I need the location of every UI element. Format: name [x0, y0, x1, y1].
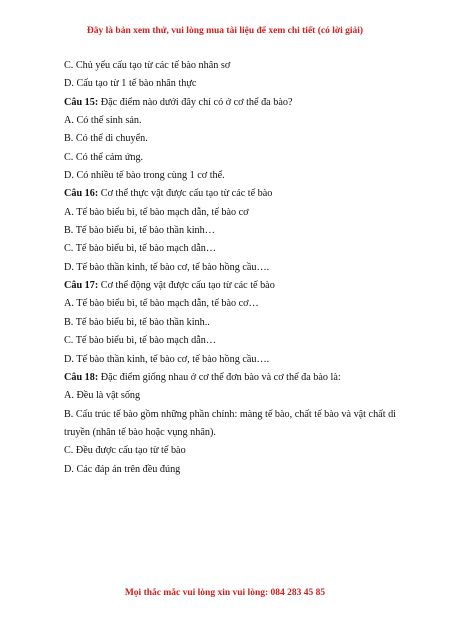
question-text: Đặc điểm giống nhau ở cơ thể đơn bào và cơ thể đa bào là: [98, 371, 341, 383]
option-d: D. Các đáp án trên đều đúng [64, 463, 181, 475]
question-label: Câu 18: [64, 371, 99, 383]
contact-footer: Mọi thắc mắc vui lòng xin vui lòng: 084 283 45 85 [124, 588, 326, 598]
option-b: B. Có thể di chuyển. [64, 133, 148, 145]
question-text: Cơ thể động vật được cấu tạo từ các tế bào [98, 280, 275, 292]
question-label: Câu 17: [64, 280, 99, 292]
option-c: C. Tế bào biểu bì, tế bào mạch dẫn… [64, 243, 217, 255]
option-a: A. Có thể sinh sản. [64, 115, 142, 127]
question-18 [64, 369, 396, 387]
option-a: A. Đều là vật sống [64, 390, 141, 402]
option-a: A. Tế bào biểu bì, tế bào mạch dẫn, tế bào cơ… [64, 298, 259, 310]
option-d: D. Tế bào thần kinh, tế bào cơ, tế bào hồng cầu…. [64, 261, 270, 273]
preview-banner: Đây là bản xem thử, vui lòng mua tài liệu để xem chi tiết (có lời giải) [86, 26, 364, 36]
option-b: B. Tế bào biểu bì, tế bào thần kinh.. [64, 316, 210, 328]
option-c: C. Tế bào biểu bì, tế bào mạch dẫn… [64, 335, 217, 347]
option-a: A. Tế bào biểu bì, tế bào mạch dẫn, tế bào cơ [64, 206, 249, 218]
question-label: Câu 16: [64, 188, 99, 200]
option-c-prev: C. Chủ yếu cấu tạo từ các tế bào nhân sơ [64, 60, 231, 71]
question-17 [64, 277, 396, 295]
question-label: Câu 15: [64, 96, 99, 108]
question-16 [64, 185, 396, 203]
option-d-prev: D. Cấu tạo từ 1 tế bào nhân thực [64, 78, 197, 90]
question-text: Đặc điểm nào dưới đây chỉ có ở cơ thể đa bào? [98, 96, 293, 108]
option-c: C. Có thể cảm ứng. [64, 151, 144, 163]
document-body [64, 57, 396, 479]
option-b: B. Cấu trúc tế bào gồm những phần chính: màng tế bào, chất tế bào và vật chất di truyền (nhân tế bào hoặc vụng nhân). [64, 408, 396, 438]
option-c: C. Đều được cấu tạo từ tế bào [64, 445, 186, 457]
question-15 [64, 94, 396, 112]
option-d: D. Tế bào thần kinh, tế bào cơ, tế bào hồng cầu…. [64, 353, 270, 365]
option-d: D. Có nhiều tế bào trong cùng 1 cơ thể. [64, 170, 225, 182]
option-b: B. Tế bào biểu bì, tế bào thần kinh… [64, 225, 215, 237]
question-text: Cơ thể thực vật được cấu tạo từ các tế bào [98, 188, 273, 200]
